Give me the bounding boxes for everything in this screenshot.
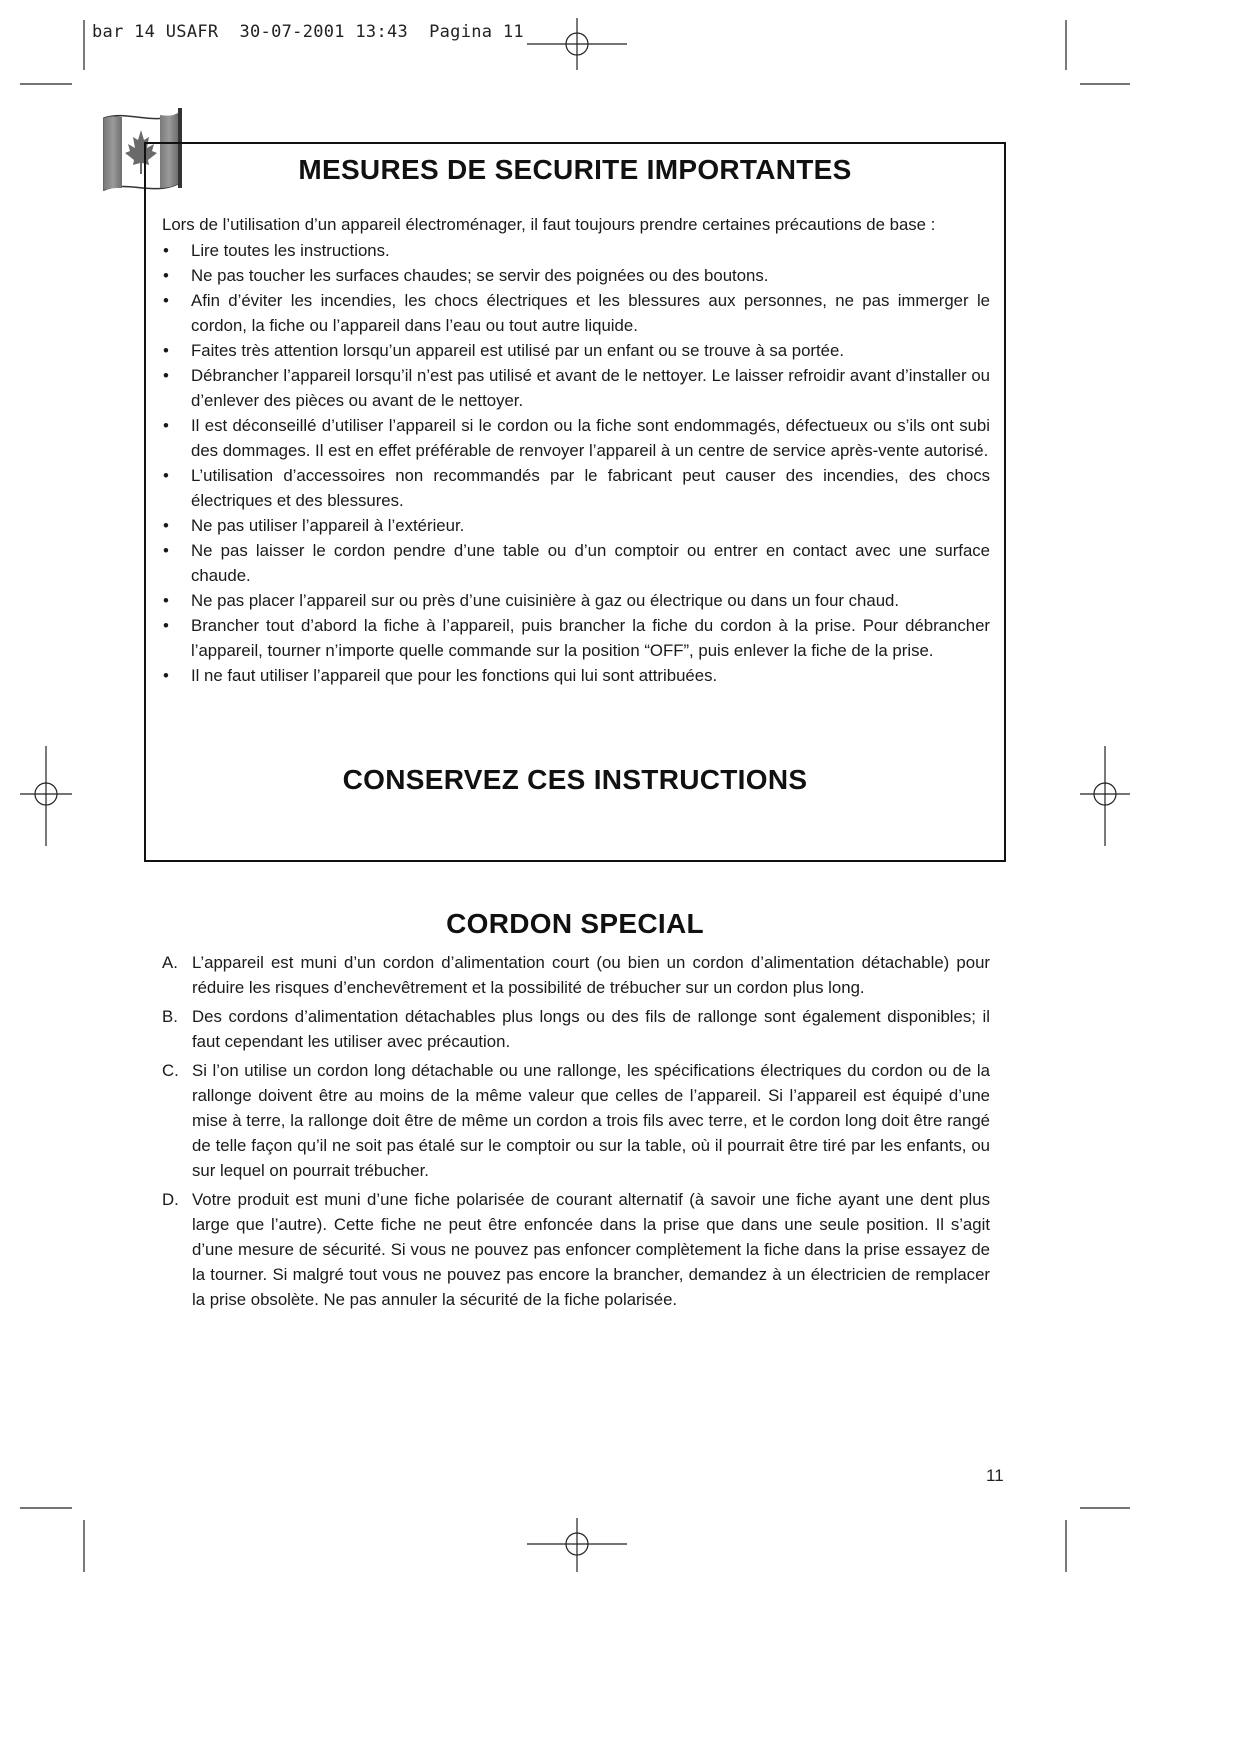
registration-mark-left: [20, 746, 72, 846]
registration-mark-bottom: [527, 1518, 627, 1572]
safety-intro: Lors de l’utilisation d’un appareil électroménager, il faut toujours prendre certaines précautions de base :: [162, 215, 936, 234]
list-item: • Il ne faut utiliser l’appareil que pour les fonctions qui lui sont attribuées.: [162, 663, 990, 688]
cordon-body: [162, 950, 990, 1316]
item-text: Des cordons d’alimentation détachables plus longs ou des fils de rallonge sont également disponibles; il faut cependant les utiliser avec précaution.: [192, 1007, 990, 1051]
safety-list: [162, 238, 990, 688]
item-text: Votre produit est muni d’une fiche polarisée de courant alternatif (à savoir une fiche ayant une dent plus large que l’autre). Cette fiche ne peut être enfoncée dans la prise que dans une seule position. Il s’agit d’une mesure de sécurité. Si vous ne pouvez pas enfoncer complètement la fiche dans la prise essayez de la tourner. Si malgré tout vous ne pouvez pas encore la brancher, demandez à un électricien de remplacer la prise obsolète. Ne pas annuler la sécurité de la fiche polarisée.: [192, 1190, 990, 1309]
print-slug: bar 14 USAFR 30-07-2001 13:43 Pagina 11: [92, 22, 524, 42]
list-item: • Ne pas utiliser l’appareil à l’extérieur.: [162, 513, 990, 538]
list-item: • Lire toutes les instructions.: [162, 238, 990, 263]
item-letter: B.: [162, 1007, 178, 1026]
list-item: • Il est déconseillé d’utiliser l’appareil si le cordon ou la fiche sont endommagés, défectueux ou s’ils ont subi des dommages. Il est en effet préférable de renvoyer l’appareil à un centre de service après-vente autorisé.: [162, 413, 990, 463]
safety-title: MESURES DE SECURITE IMPORTANTES: [298, 154, 852, 185]
page-number: 11: [986, 1466, 1004, 1485]
list-item: • Débrancher l’appareil lorsqu’il n’est pas utilisé et avant de le nettoyer. Le laisser refroidir avant d’installer ou d’enlever des pièces ou avant de le nettoyer.: [162, 363, 990, 413]
list-item: [162, 1058, 990, 1183]
list-item: • Afin d’éviter les incendies, les chocs électriques et les blessures aux personnes, ne pas immerger le cordon, la fiche ou l’appareil dans l’eau ou tout autre liquide.: [162, 288, 990, 338]
list-item: • Ne pas placer l’appareil sur ou près d’une cuisinière à gaz ou électrique ou dans un four chaud.: [162, 588, 990, 613]
registration-mark-right: [1080, 746, 1130, 846]
list-item: • Ne pas laisser le cordon pendre d’une table ou d’un comptoir ou entrer en contact avec une surface chaude.: [162, 538, 990, 588]
item-letter: C.: [162, 1061, 179, 1080]
item-text: Si l’on utilise un cordon long détachable ou une rallonge, les spécifications électriques du cordon ou de la rallonge doivent être au moins de la même valeur que celles de l’appareil. Si l’appareil est équipé d’une mise à terre, la rallonge doit être de même un cordon a trois fils avec terre, et le cordon long doit être rangé de telle façon qu’il ne soit pas étalé sur le comptoir ou sur la table, où il pourrait être tiré par les enfants, ou sur lequel on pourrait trébucher.: [192, 1061, 990, 1180]
item-letter: D.: [162, 1190, 179, 1209]
list-item: • Brancher tout d’abord la fiche à l’appareil, puis brancher la fiche du cordon à la prise. Pour débrancher l’appareil, tourner n’importe quelle commande sur la position “OFF”, puis enlever la fiche de la prise.: [162, 613, 990, 663]
safety-box: [144, 142, 1006, 862]
list-item: [162, 950, 990, 1000]
cordon-title: CORDON SPECIAL: [446, 908, 704, 939]
item-letter: A.: [162, 953, 178, 972]
item-text: L’appareil est muni d’un cordon d’alimentation court (ou bien un cordon d’alimentation détachable) pour réduire les risques d’enchevêtrement et la possibilité de trébucher sur un cordon plus long.: [192, 953, 990, 997]
keep-instructions-heading: CONSERVEZ CES INSTRUCTIONS: [342, 764, 808, 795]
list-item: • L’utilisation d’accessoires non recommandés par le fabricant peut causer des incendies, des chocs électriques et des blessures.: [162, 463, 990, 513]
list-item: [162, 1004, 990, 1054]
registration-mark-top: [527, 18, 627, 70]
safety-body: [162, 212, 990, 688]
list-item: • Ne pas toucher les surfaces chaudes; se servir des poignées ou des boutons.: [162, 263, 990, 288]
list-item: • Faites très attention lorsqu’un appareil est utilisé par un enfant ou se trouve à sa portée.: [162, 338, 990, 363]
list-item: [162, 1187, 990, 1312]
